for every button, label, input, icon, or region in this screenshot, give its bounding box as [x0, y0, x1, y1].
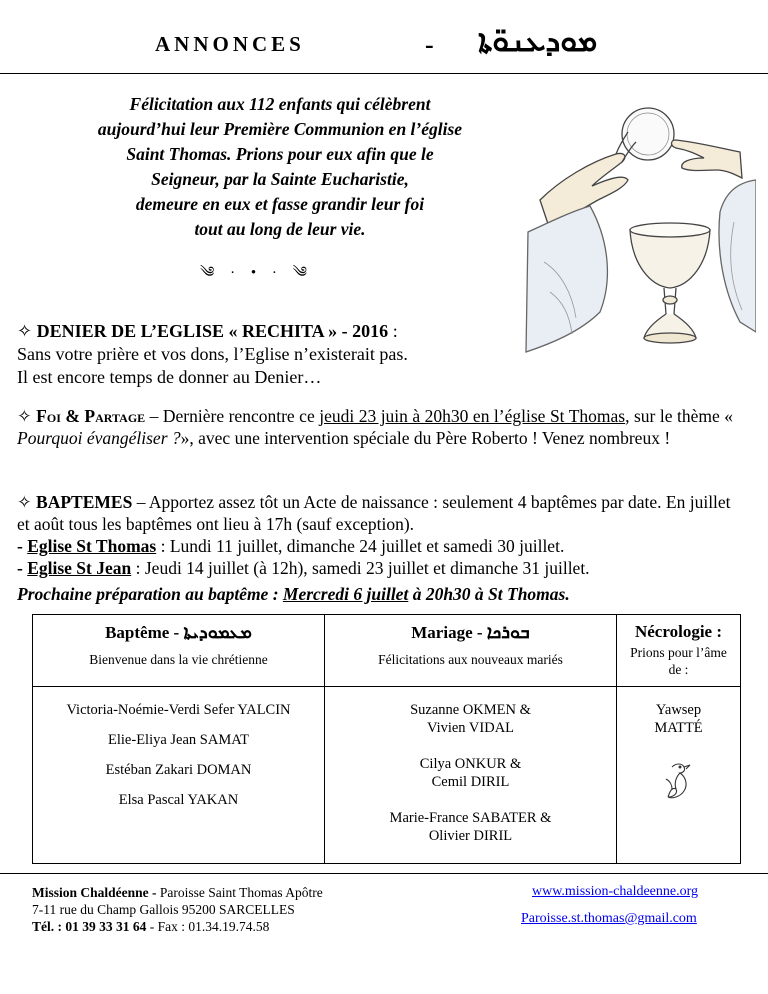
- footer-divider: [0, 873, 768, 874]
- bapteme-header: [33, 615, 325, 687]
- mariage-subtitle: Félicitations aux nouveaux mariés: [378, 652, 563, 667]
- st-jean-label: Eglise St Jean: [27, 558, 132, 578]
- denier-line: Sans votre prière et vos dons, l’Eglise n’existerait pas.: [17, 344, 408, 364]
- table-row: [33, 687, 741, 864]
- eucharist-illustration: [520, 82, 756, 370]
- ornament-divider: ༄ · • · ༄: [200, 265, 313, 281]
- denier-line: Il est encore temps de donner au Denier…: [17, 367, 322, 387]
- mariage-couple: Cilya ONKUR & Cemil DIRIL: [419, 756, 522, 790]
- communion-message: [30, 92, 530, 242]
- foi-dash: – Dernière rencontre ce: [145, 406, 320, 426]
- mariage-couples: [325, 687, 617, 864]
- email-link[interactable]: Paroisse.st.thomas@gmail.com: [521, 911, 697, 926]
- bapteme-names: [33, 687, 325, 864]
- star-icon: ✧: [17, 321, 33, 341]
- intro-line: aujourd’hui leur Première Communion en l’église: [97, 119, 463, 139]
- intro-line: tout au long de leur vie.: [194, 219, 366, 239]
- intro-line: Saint Thomas. Prions pour eux afin que le: [126, 144, 434, 164]
- baptemes-section: [17, 491, 733, 579]
- table-header-row: [33, 615, 741, 687]
- bapteme-name: Victoria-Noémie-Verdi Sefer YALCIN: [66, 702, 291, 718]
- baptemes-intro: – Apportez assez tôt un Acte de naissance : seulement 4 baptêmes par date. En juillet et août tous les baptêmes ont lieu à 17h (sauf exception).: [17, 492, 731, 534]
- bapteme-name: Estéban Zakari DOMAN: [105, 762, 252, 778]
- dove-icon: [662, 759, 696, 803]
- mission-fax: - Fax : 01.34.19.74.58: [146, 919, 270, 934]
- title-dash: -: [425, 30, 434, 59]
- denier-colon: :: [388, 321, 398, 341]
- star-icon: ✧: [17, 406, 32, 426]
- chalice-icon: [630, 230, 710, 288]
- header-divider: [0, 73, 768, 74]
- intro-line: Félicitation aux 112 enfants qui célèbrent: [129, 94, 431, 114]
- necrologie-subtitle: Prions pour l’âme de :: [630, 645, 727, 677]
- bapteme-subtitle: Bienvenue dans la vie chrétienne: [89, 652, 268, 667]
- necrologie-names: [617, 687, 741, 864]
- bapteme-syriac: ܡܥܡܘܕܝܬܐ: [183, 622, 252, 643]
- website-link[interactable]: www.mission-chaldeenne.org: [532, 884, 699, 899]
- prep-rest: à 20h30 à St Thomas.: [408, 584, 570, 604]
- mission-name: Mission Chaldéenne -: [32, 885, 160, 900]
- denier-section: [17, 320, 537, 389]
- bapteme-title: Baptême -: [105, 623, 184, 642]
- foi-partage-section: [17, 405, 733, 449]
- foi-heading: Foi & Partage: [36, 406, 146, 426]
- mariage-couple: Suzanne OKMEN & Vivien VIDAL: [410, 702, 531, 736]
- list-dash: -: [17, 558, 28, 578]
- page-title: ANNONCES: [155, 32, 305, 56]
- denier-heading: DENIER DE L’EGLISE « RECHITA » - 2016: [36, 321, 389, 341]
- parish-name: Paroisse Saint Thomas Apôtre: [159, 885, 323, 900]
- st-jean-dates: : Jeudi 14 juillet (à 12h), samedi 23 juillet et dimanche 31 juillet.: [131, 558, 590, 578]
- necrologie-name: Yawsep MATTÉ: [654, 702, 703, 736]
- foi-date: jeudi 23 juin à 20h30 en l’église St Thomas: [319, 406, 626, 426]
- necrologie-title: Nécrologie :: [634, 622, 722, 641]
- bapteme-preparation: [17, 584, 570, 605]
- star-icon: ✧: [17, 492, 32, 512]
- necrologie-header: [617, 615, 741, 687]
- right-hand-icon: [672, 140, 743, 178]
- intro-line: Seigneur, par la Sainte Eucharistie,: [151, 169, 409, 189]
- foi-theme: Pourquoi évangéliser ?: [17, 428, 181, 448]
- intro-line: demeure en eux et fasse grandir leur foi: [135, 194, 425, 214]
- mariage-header: [325, 615, 617, 687]
- bapteme-name: Elsa Pascal YAKAN: [118, 792, 239, 808]
- prep-label: Prochaine préparation au baptême :: [17, 584, 279, 604]
- host-icon: [622, 108, 674, 160]
- mission-contact: [32, 884, 323, 935]
- st-thomas-label: Eglise St Thomas: [27, 536, 157, 556]
- parish-registry-table: [32, 614, 741, 864]
- prep-date: Mercredi 6 juillet: [282, 584, 409, 604]
- bapteme-name: Elie-Eliya Jean SAMAT: [108, 732, 249, 748]
- foi-end: », avec une intervention spéciale du Père Roberto ! Venez nombreux !: [180, 428, 671, 448]
- mariage-title: Mariage -: [411, 623, 487, 642]
- mission-phone: Tél. : 01 39 33 31 64: [32, 919, 147, 934]
- title-syriac: ܡܘܕܥܢܘ̈ܬܐ: [478, 24, 598, 59]
- foi-mid: , sur le thème «: [625, 406, 733, 426]
- list-dash: -: [17, 536, 28, 556]
- mission-address: 7-11 rue du Champ Gallois 95200 SARCELLES: [32, 902, 295, 917]
- mariage-couple: Marie-France SABATER & Olivier DIRIL: [389, 810, 552, 844]
- baptemes-heading: BAPTEMES: [36, 492, 133, 512]
- mariage-syriac: ܒܘܪܟܐ: [486, 622, 530, 643]
- st-thomas-dates: : Lundi 11 juillet, dimanche 24 juillet et samedi 30 juillet.: [156, 536, 565, 556]
